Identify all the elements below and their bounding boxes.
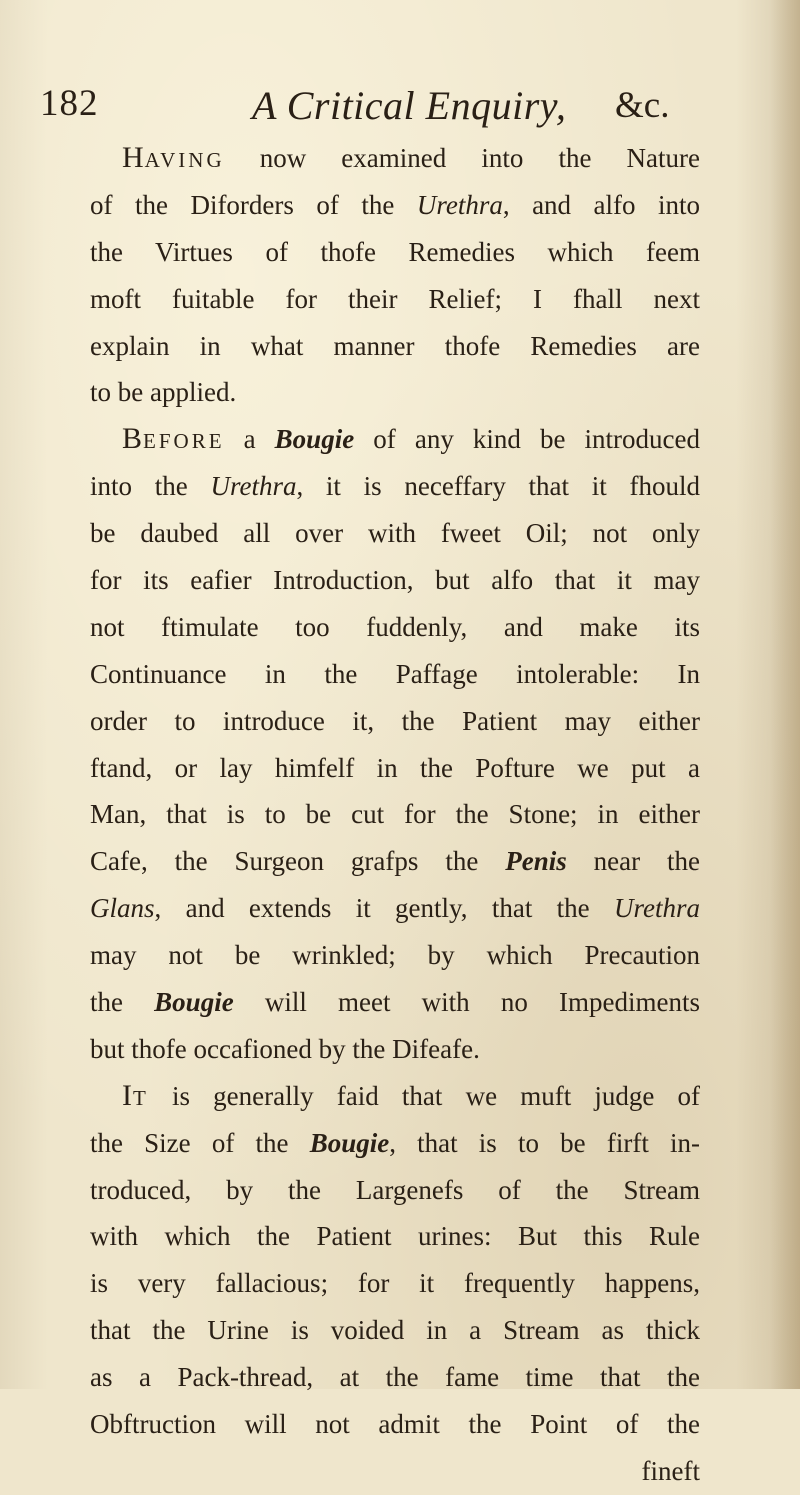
- text-line: [90, 510, 700, 557]
- text-run: Obftruction will not admit the Point of the: [90, 1409, 700, 1440]
- text-run: Man, that is to be cut for the Stone; in either: [90, 799, 700, 830]
- paragraph: [90, 1073, 700, 1448]
- text-line: [90, 1167, 700, 1214]
- text-line: [90, 416, 700, 463]
- text-line: [90, 276, 700, 323]
- text-run: Glans: [90, 893, 155, 924]
- paragraph: [90, 416, 700, 1072]
- text-line: [90, 1260, 700, 1307]
- text-line: [90, 323, 700, 370]
- text-line: [90, 932, 700, 979]
- page-number: 182: [40, 83, 99, 124]
- small-caps-lead: [122, 1078, 149, 1112]
- text-run: the Virtues of thofe Remedies which feem: [90, 236, 700, 267]
- text-run: Continuance in the Paffage intolerable: In: [90, 658, 700, 689]
- text-run: that the Urine is voided in a Stream as thick: [90, 1315, 700, 1346]
- text-run: Urethra: [416, 189, 503, 220]
- text-run: Penis: [505, 846, 567, 877]
- lead-capital: B: [122, 422, 144, 456]
- text-run: , and alfo into: [502, 189, 701, 220]
- text-line: [90, 369, 700, 416]
- text-line: [90, 745, 700, 792]
- text-run: Bougie: [274, 424, 355, 455]
- text-run: will meet with no Impediments: [233, 987, 700, 1018]
- running-title-etc: &c.: [615, 85, 670, 126]
- text-run: Bougie: [154, 987, 234, 1018]
- text-run: ftand, or lay himfelf in the Pofture we put a: [90, 752, 700, 783]
- text-run: to be applied.: [90, 377, 237, 408]
- text-line: [90, 229, 700, 276]
- text-run: Cafe, the Surgeon grafps the: [90, 846, 506, 877]
- lead-small-caps: EFORE: [143, 429, 225, 454]
- text-run: of the Diforders of the: [90, 189, 417, 220]
- text-line: [90, 979, 700, 1026]
- text-line: [90, 791, 700, 838]
- lead-small-caps: AVING: [144, 148, 225, 172]
- running-head: [40, 82, 730, 132]
- text-line: [90, 651, 700, 698]
- small-caps-lead: [122, 143, 225, 173]
- text-run: now examined into the Nature: [259, 143, 700, 173]
- text-run: Urethra: [210, 471, 297, 502]
- text-line: [90, 698, 700, 745]
- text-line: [90, 1026, 700, 1073]
- text-run: the Size of the: [90, 1127, 310, 1158]
- text-run: with which the Patient urines: But this Rule: [90, 1221, 700, 1252]
- text-line: [90, 463, 700, 510]
- text-run: Bougie: [309, 1127, 390, 1158]
- text-run: is very fallacious; for it frequently happens,: [90, 1268, 700, 1299]
- text-run: into the: [90, 471, 211, 502]
- text-run: for its eafier Introduction, but alfo that it may: [90, 565, 700, 596]
- text-line: [90, 135, 700, 182]
- lead-capital: I: [122, 1078, 133, 1112]
- text-run: Urethra: [614, 893, 700, 924]
- lead-capital: H: [122, 141, 145, 174]
- text-line: [90, 1401, 700, 1448]
- text-run: moft fuitable for their Relief; I fhall next: [90, 283, 700, 314]
- running-title: A Critical Enquiry,: [252, 83, 567, 128]
- text-run: not ftimulate too fuddenly, and make its: [90, 611, 700, 642]
- catchword: fineft: [641, 1455, 700, 1486]
- text-run: a: [243, 424, 275, 455]
- text-line: [90, 604, 700, 651]
- text-run: may not be wrinkled; by which Precaution: [90, 940, 700, 971]
- text-run: but thofe occafioned by the Difeafe.: [90, 1033, 480, 1064]
- text-line: [90, 182, 700, 229]
- text-run: is generally faid that we muft judge of: [172, 1080, 701, 1111]
- lead-small-caps: T: [133, 1085, 149, 1110]
- text-run: troduced, by the Largenefs of the Stream: [90, 1174, 700, 1205]
- text-run: , that is to be firft in-: [389, 1127, 701, 1158]
- paragraph: [90, 135, 700, 416]
- text-run: the: [90, 987, 155, 1018]
- text-run: of any kind be introduced: [354, 424, 700, 455]
- text-line: [90, 1307, 700, 1354]
- small-caps-lead: [122, 424, 225, 454]
- page-edge-shadow: [770, 0, 800, 1389]
- text-run: , and extends it gently, that the: [154, 893, 614, 924]
- text-run: near the: [566, 846, 700, 877]
- text-run: , it is neceffary that it fhould: [296, 471, 700, 502]
- body-text: [90, 135, 700, 1495]
- text-line: [90, 838, 700, 885]
- text-run: as a Pack-thread, at the fame time that the: [90, 1362, 700, 1393]
- text-line: [90, 885, 700, 932]
- text-run: explain in what manner thofe Remedies are: [90, 330, 700, 361]
- text-run: order to introduce it, the Patient may either: [90, 705, 700, 736]
- text-run: be daubed all over with fweet Oil; not only: [90, 518, 700, 549]
- text-line: [90, 1120, 700, 1167]
- text-line: [90, 1073, 700, 1120]
- text-line: [90, 1354, 700, 1401]
- text-line: [90, 1213, 700, 1260]
- text-line: [90, 557, 700, 604]
